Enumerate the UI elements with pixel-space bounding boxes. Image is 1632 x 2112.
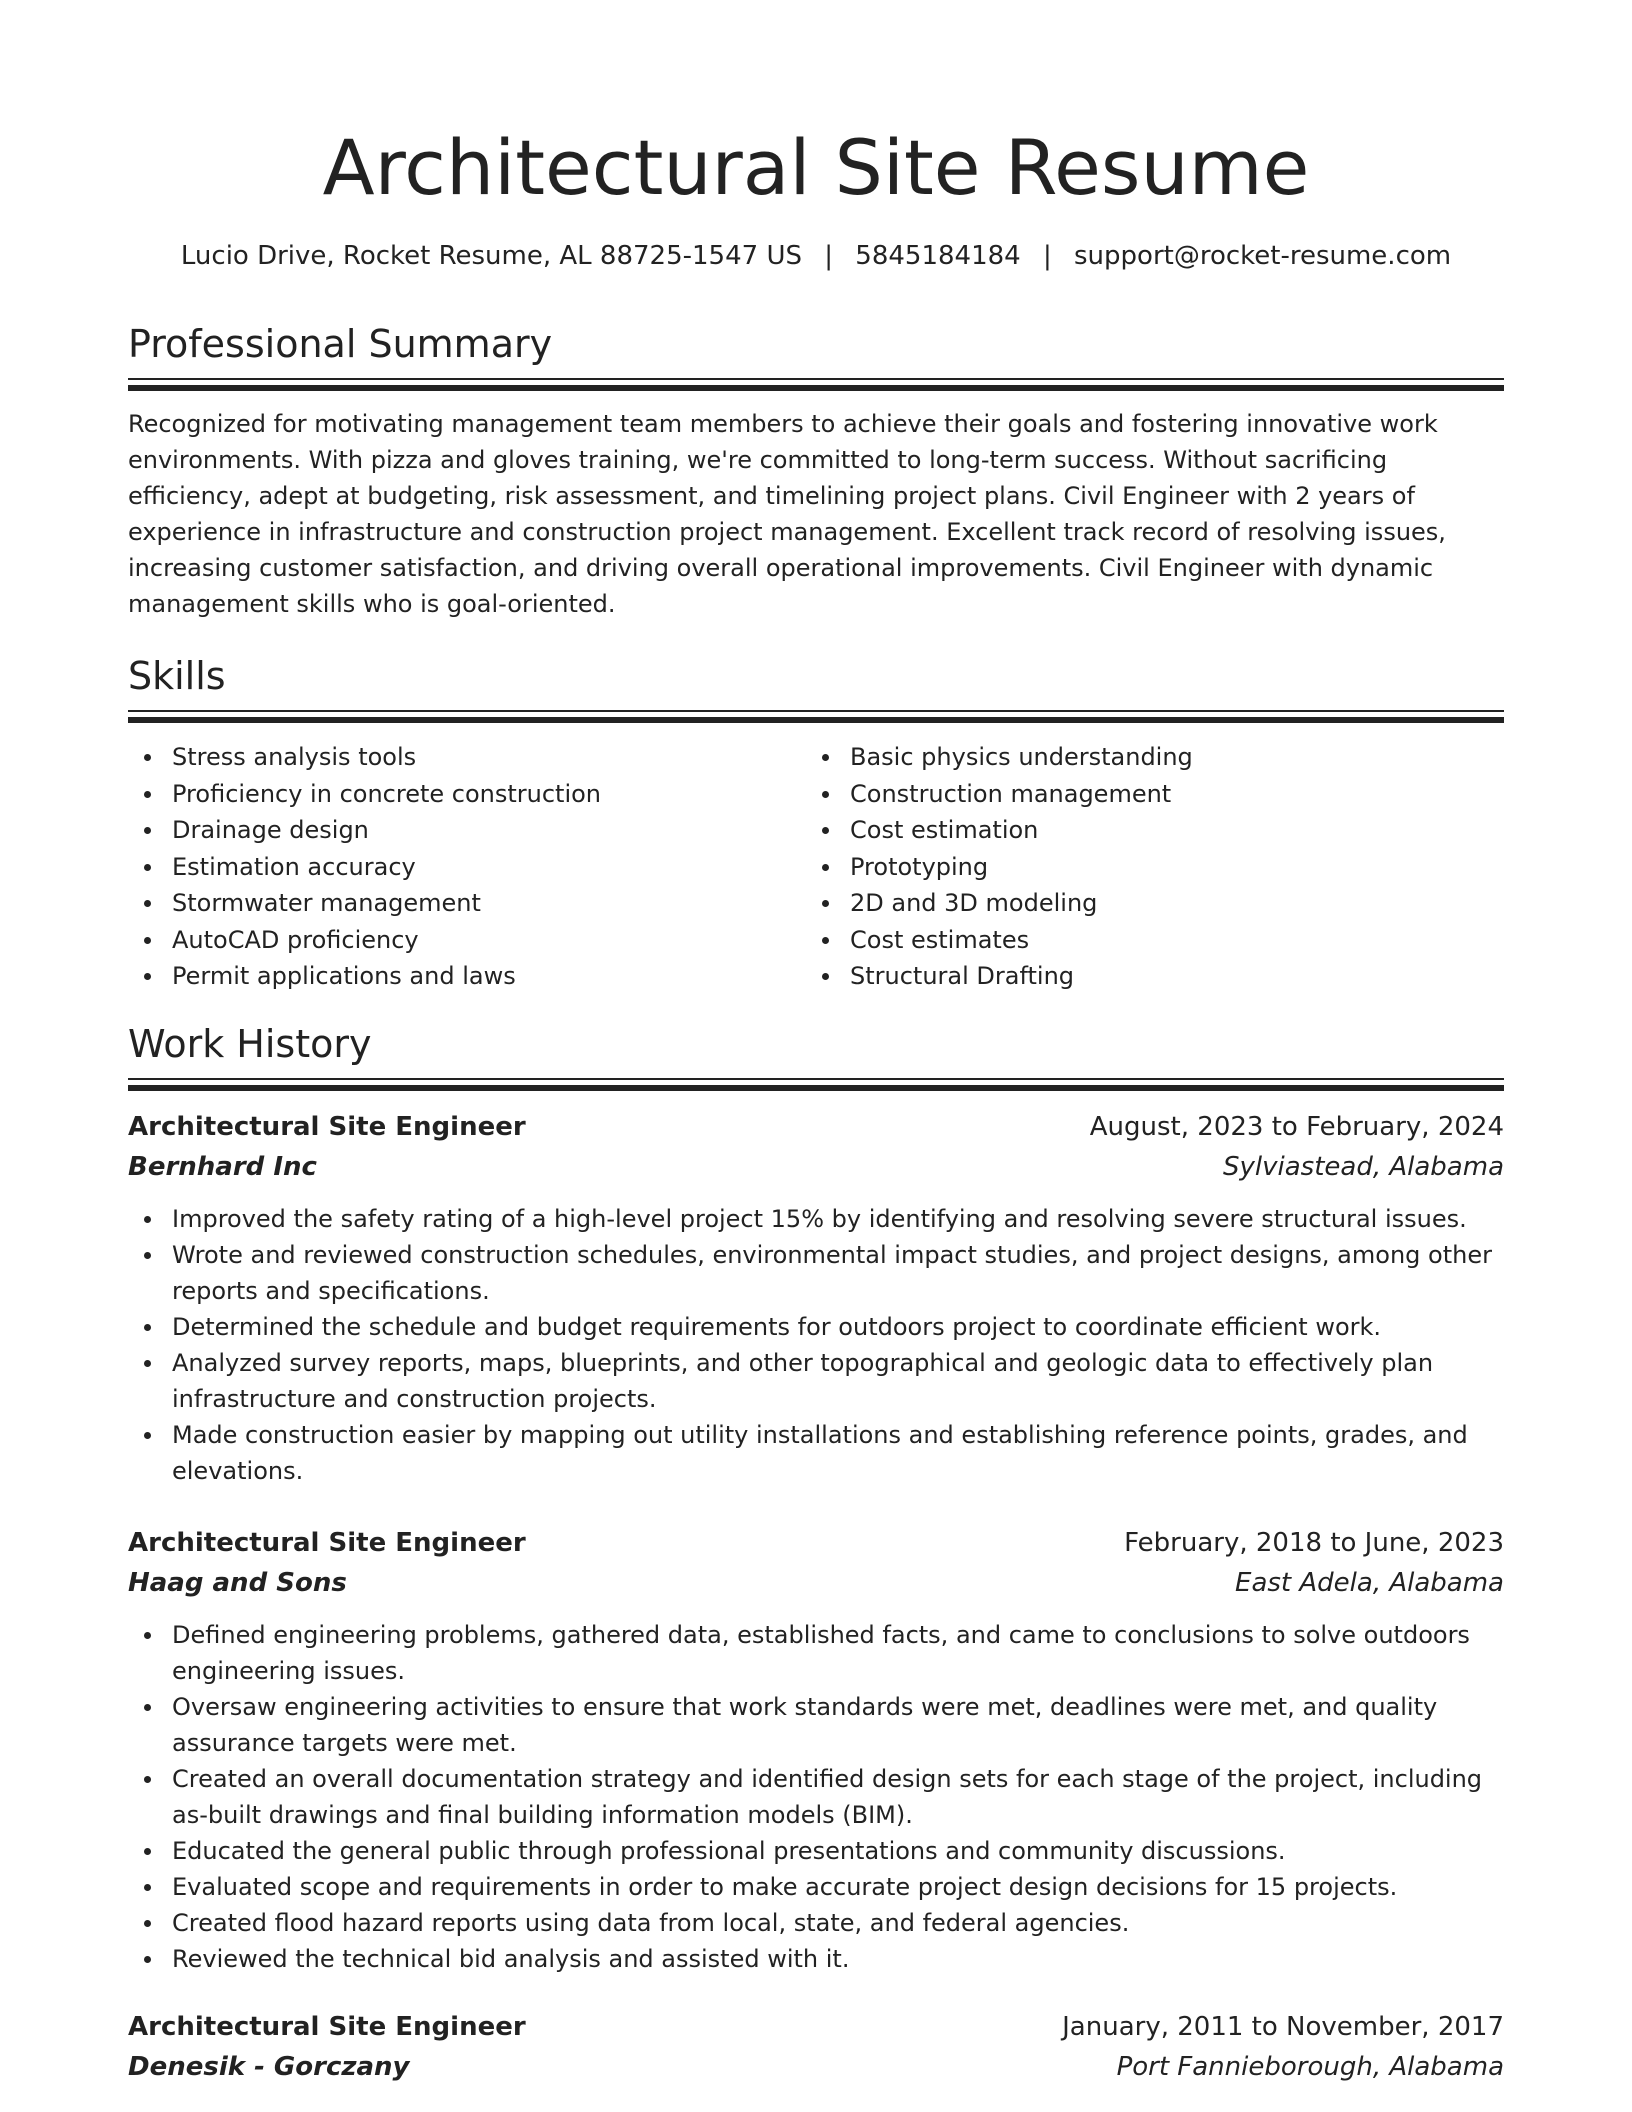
skill-item: Stormwater management [128, 885, 768, 922]
contact-line [128, 238, 1504, 274]
section-title-summary: Professional Summary [128, 322, 553, 366]
job-bullet: Oversaw engineering activities to ensure that work standards were met, deadlines were met, and quality assurance targets were met. [128, 1689, 1504, 1761]
skill-item: Cost estimates [806, 922, 1446, 959]
job-bullet: Educated the general public through professional presentations and community discussions. [128, 1833, 1504, 1869]
job-bullet: Improved the safety rating of a high-level project 15% by identifying and resolving severe structural issues. [128, 1201, 1504, 1237]
contact-address: Lucio Drive, Rocket Resume, AL 88725-1547 US [180, 241, 802, 271]
job-bullet: Created flood hazard reports using data from local, state, and federal agencies. [128, 1905, 1504, 1941]
job-bullet-list [128, 1201, 1504, 1489]
job-header [128, 1107, 1504, 1187]
job-header [128, 1523, 1504, 1603]
job-bullet: Determined the schedule and budget requirements for outdoors project to coordinate efficient work. [128, 1309, 1504, 1345]
section-divider [128, 1078, 1504, 1091]
job-dates: February, 2018 to June, 2023 [1124, 1528, 1504, 1558]
job-title: Architectural Site Engineer [128, 2012, 526, 2042]
job-title: Architectural Site Engineer [128, 1528, 526, 1558]
section-divider [128, 710, 1504, 723]
job-bullet-list [128, 1617, 1504, 1977]
job-dates: August, 2023 to February, 2024 [1089, 1112, 1504, 1142]
skills-list-left [128, 739, 768, 995]
skill-item: 2D and 3D modeling [806, 885, 1446, 922]
section-title-skills: Skills [128, 654, 226, 698]
section-divider [128, 378, 1504, 391]
skill-item: Estimation accuracy [128, 849, 768, 886]
job-bullet: Defined engineering problems, gathered data, established facts, and came to conclusions to solve outdoors engineering issues. [128, 1617, 1504, 1689]
job-title: Architectural Site Engineer [128, 1112, 526, 1142]
job-bullet: Reviewed the technical bid analysis and assisted with it. [128, 1941, 1504, 1977]
job-location: Sylviastead, Alabama [1223, 1152, 1504, 1182]
job-bullet: Created an overall documentation strategy and identified design sets for each stage of the project, including as-built drawings and final building information models (BIM). [128, 1761, 1504, 1833]
job-company: Denesik - Gorczany [128, 2052, 410, 2082]
job-bullet: Evaluated scope and requirements in order to make accurate project design decisions for 15 projects. [128, 1869, 1504, 1905]
job-location: Port Fannieborough, Alabama [1116, 2052, 1504, 2082]
contact-separator: | [1042, 241, 1052, 271]
skill-item: Stress analysis tools [128, 739, 768, 776]
skill-item: Permit applications and laws [128, 958, 768, 995]
job-company: Haag and Sons [128, 1568, 347, 1598]
skill-item: Proficiency in concrete construction [128, 776, 768, 813]
contact-separator: | [824, 241, 834, 271]
job-bullet: Made construction easier by mapping out utility installations and establishing reference points, grades, and elevations. [128, 1417, 1504, 1489]
skill-item: AutoCAD proficiency [128, 922, 768, 959]
summary-text: Recognized for motivating management team members to achieve their goals and fostering innovative work environments. With pizza and gloves training, we're committed to long-term success. Without sacrificing efficiency, adept at budgeting, risk assessment, and timelining project plans. Civil Engineer with 2 years of experience in infrastructure and construction project management. Excellent track record of resolving issues, increasing customer satisfaction, and driving overall operational improvements. Civil Engineer with dynamic management skills who is goal-oriented. [128, 410, 1446, 618]
section-title-work-history: Work History [128, 1022, 372, 1066]
job-header [128, 2007, 1504, 2087]
resume-title: Architectural Site Resume [322, 123, 1310, 212]
contact-phone: 5845184184 [855, 241, 1021, 271]
skill-item: Basic physics understanding [806, 739, 1446, 776]
job-dates: January, 2011 to November, 2017 [1062, 2012, 1504, 2042]
skill-item: Structural Drafting [806, 958, 1446, 995]
job-location: East Adela, Alabama [1235, 1568, 1504, 1598]
skill-item: Cost estimation [806, 812, 1446, 849]
contact-email: support@rocket-resume.com [1074, 241, 1452, 271]
skills-list-right [806, 739, 1446, 995]
skill-item: Drainage design [128, 812, 768, 849]
job-bullet: Analyzed survey reports, maps, blueprints, and other topographical and geologic data to effectively plan infrastructure and construction projects. [128, 1345, 1504, 1417]
skill-item: Prototyping [806, 849, 1446, 886]
job-company: Bernhard Inc [128, 1152, 317, 1182]
skill-item: Construction management [806, 776, 1446, 813]
job-bullet: Wrote and reviewed construction schedules, environmental impact studies, and project designs, among other reports and specifications. [128, 1237, 1504, 1309]
